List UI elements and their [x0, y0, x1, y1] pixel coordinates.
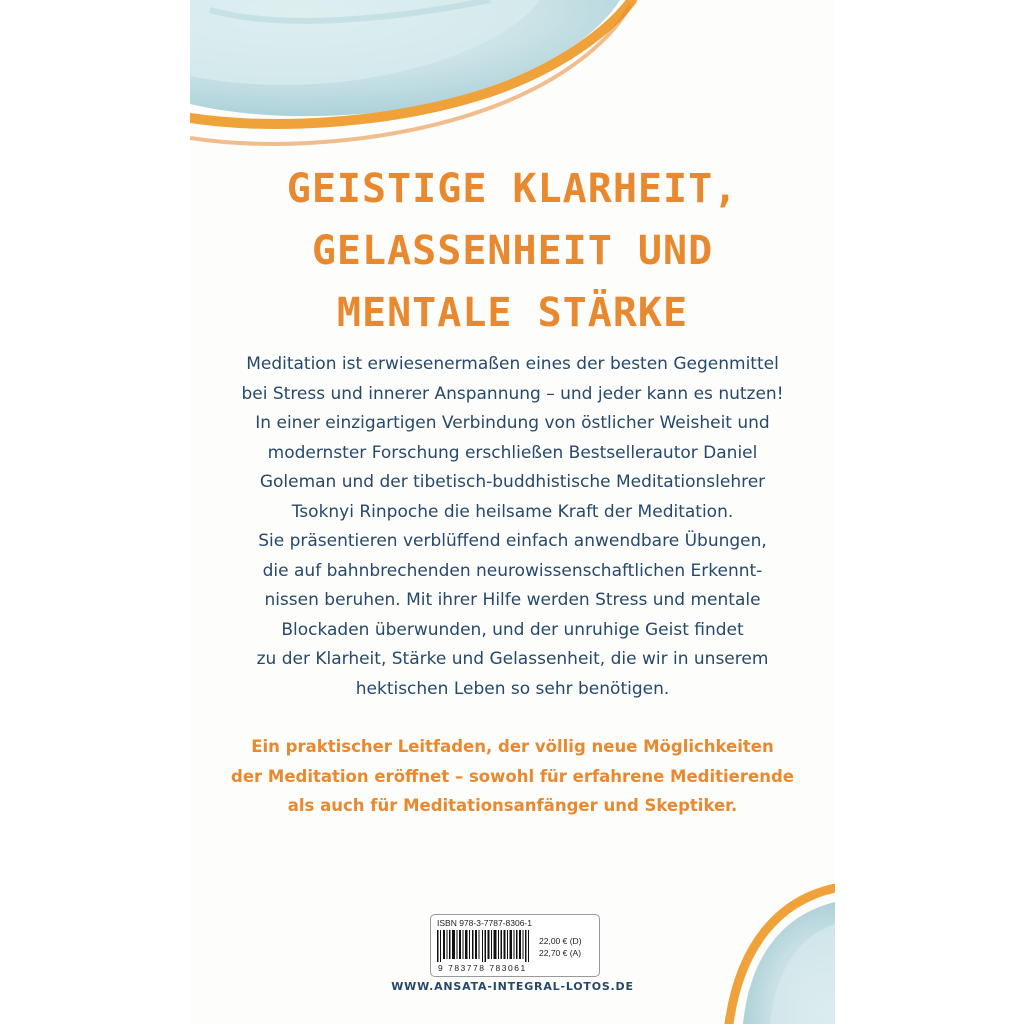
- watercolor-circle-top-decoration: [190, 0, 835, 155]
- price-germany: 22,00 € (D): [539, 936, 582, 946]
- barcode-number: 9 783778 783061: [438, 963, 527, 973]
- watercolor-circle-bottom-decoration: [715, 884, 835, 1024]
- blurb-line: nissen beruhen. Mit ihrer Hilfe werden Stress und mentale: [264, 590, 761, 610]
- blurb-line: die auf bahnbrechenden neurowissenschaftlichen Erkennt-: [262, 560, 763, 581]
- blurb-line: Meditation ist erwiesenermaßen eines der besten Gegenmittel: [246, 354, 779, 374]
- tagline-line: als auch für Meditationsanfänger und Skeptiker.: [287, 796, 738, 815]
- headline-line: MENTALE STÄRKE: [336, 290, 689, 336]
- blurb-text: [190, 350, 835, 704]
- publisher-url: WWW.ANSATA-INTEGRAL-LOTOS.DE: [391, 980, 634, 993]
- barcode-icon: [437, 930, 533, 962]
- blurb-line: bei Stress und innerer Anspannung – und jeder kann es nutzen!: [241, 383, 784, 404]
- barcode-label: [430, 914, 600, 977]
- headline-line: GELASSENHEIT UND: [311, 228, 714, 274]
- price-austria: 22,70 € (A): [539, 948, 582, 958]
- blurb-line: In einer einzigartigen Verbindung von östlicher Weisheit und: [255, 413, 770, 433]
- blurb-line: Tsoknyi Rinpoche die heilsame Kraft der Meditation.: [291, 501, 734, 522]
- headline-line: GEISTIGE KLARHEIT,: [286, 166, 739, 212]
- blurb-line: Blockaden überwunden, und der unruhige Geist findet: [281, 619, 744, 640]
- book-back-cover: [190, 0, 835, 1024]
- blurb-line: hektischen Leben so sehr benötigen.: [355, 678, 670, 699]
- headline: [190, 158, 835, 344]
- blurb-line: modernster Forschung erschließen Bestsellerautor Daniel: [267, 442, 758, 463]
- tagline-line: Ein praktischer Leitfaden, der völlig neue Möglichkeiten: [251, 737, 774, 756]
- blurb-line: Goleman und der tibetisch-buddhistische Meditationslehrer: [259, 472, 766, 492]
- blurb-line: zu der Klarheit, Stärke und Gelassenheit, die wir in unserem: [256, 649, 769, 669]
- blurb-line: Sie präsentieren verblüffend einfach anwendbare Übungen,: [258, 531, 767, 551]
- isbn-text: ISBN 978-3-7787-8306-1: [437, 918, 532, 928]
- tagline-line: der Meditation eröffnet – sowohl für erfahrene Meditierende: [231, 766, 794, 786]
- tagline: [190, 732, 835, 821]
